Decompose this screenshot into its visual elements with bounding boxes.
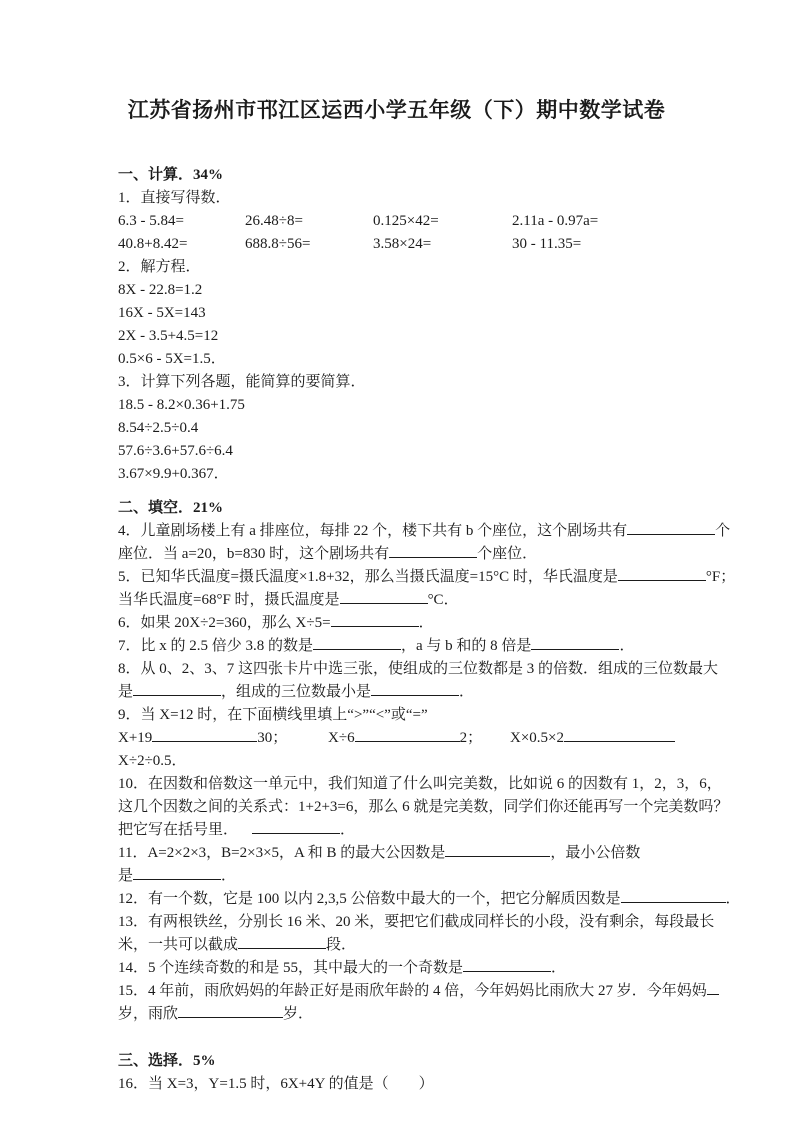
q10-line-2: 这几个因数之间的关系式：1+2+3=6，那么 6 就是完美数，同学们你还能再写一个完美数吗？ (118, 799, 729, 815)
q8-line-1: 8．从 0、2、3、7 这四张卡片中选三张，使组成的三位数都是 3 的倍数．组成的三位数最大 (118, 661, 719, 677)
q2-equation: 0.5×6 - 5X=1.5． (118, 351, 226, 367)
answer-blank (621, 899, 726, 903)
question-text: 4．儿童剧场楼上有 a 排座位，每排 22 个，楼下共有 b 个座位，这个剧场共有 (118, 523, 628, 539)
question-text: ． (340, 822, 356, 838)
question-text: ． (619, 638, 635, 654)
answer-blank (340, 600, 428, 604)
question-text: ． (418, 615, 434, 631)
q1-expression: 6.3 - 5.84= (118, 213, 184, 229)
answer-blank (178, 1014, 283, 1018)
answer-blank (445, 853, 550, 857)
q11-line-1 (118, 842, 675, 865)
q9-comparison-2 (328, 727, 510, 750)
q14-line (118, 957, 675, 980)
answer-blank (355, 738, 460, 742)
q10-line-1: 10．在因数和倍数这一单元中，我们知道了什么叫完美数，比如说 6 的因数有 1，2，3，6， (118, 776, 722, 792)
section-1-heading: 一、计算．34% (118, 167, 224, 183)
answer-blank (389, 554, 477, 558)
q3-expression: 8.54÷2.5÷0.4 (118, 420, 199, 436)
q9-line-3: X÷2÷0.5． (118, 753, 187, 769)
q4-line-1 (118, 520, 731, 543)
q1-row-1 (118, 210, 675, 233)
answer-blank (707, 991, 719, 995)
answer-blank (133, 692, 221, 696)
q1-expression: 688.8÷56= (245, 236, 311, 252)
question-text: 个座位． (477, 546, 538, 562)
q13-line-2 (118, 934, 675, 957)
question-text: 是 (118, 868, 134, 884)
question-text: 15．4 年前，雨欣妈妈的年龄正好是雨欣年龄的 4 倍，今年妈妈比雨欣大 27 岁．今年妈妈 (118, 983, 707, 999)
question-text: ． (459, 684, 475, 700)
question-text: 岁． (283, 1006, 314, 1022)
question-text: X×0.5×2 (510, 730, 565, 746)
q2-equation: 8X - 22.8=1.2 (118, 282, 203, 298)
q9-line-1: 9．当 X=12 时，在下面横线里填上“>”“<”或“=” (118, 707, 428, 723)
question-text: 14．5 个连续奇数的和是 55，其中最大的一个奇数是 (118, 960, 464, 976)
q2-label: 2．解方程． (118, 259, 201, 275)
q9-comparison-3 (510, 727, 675, 750)
question-text: 把它写在括号里． (118, 822, 239, 838)
q3-expression: 3.67×9.9+0.367． (118, 466, 229, 482)
q12-line (118, 888, 741, 911)
q11-line-2 (118, 865, 675, 888)
q1-row-2 (118, 233, 675, 256)
question-text: 12．有一个数，它是 100 以内 2,3,5 公倍数中最大的一个，把它分解质因数是 (118, 891, 621, 907)
question-text: °C． (427, 592, 459, 608)
q10-line-3 (118, 819, 675, 842)
q3-label: 3．计算下列各题，能简算的要简算． (118, 374, 366, 390)
question-text: 11．A=2×2×3，B=2×3×5，A 和 B 的最大公因数是 (118, 845, 446, 861)
question-text: 2； (459, 730, 483, 746)
q7-line (118, 635, 675, 658)
question-text: ． (221, 868, 237, 884)
question-text: 岁，雨欣 (118, 1006, 179, 1022)
question-text: 个 (715, 523, 731, 539)
q15-line-2 (118, 1003, 675, 1026)
question-text: ． (725, 891, 741, 907)
q1-expression: 2.11a - 0.97a= (512, 213, 599, 229)
question-text: ，组成的三位数最小是 (221, 684, 372, 700)
q6-line (118, 612, 675, 635)
question-text: 段． (326, 937, 357, 953)
q15-line-1 (118, 980, 707, 1003)
section-2-heading: 二、填空．21% (118, 500, 224, 516)
page-title: 江苏省扬州市邗江区运西小学五年级（下）期中数学试卷 (127, 98, 666, 122)
q1-expression: 3.58×24= (373, 236, 432, 252)
answer-blank (627, 531, 715, 535)
q16-line: 16．当 X=3，Y=1.5 时，6X+4Y 的值是（ ） (118, 1076, 434, 1092)
question-text: 米，一共可以截成 (118, 937, 239, 953)
q3-expression: 57.6÷3.6+57.6÷6.4 (118, 443, 233, 459)
q9-comparison-row (118, 727, 675, 750)
q5-line-1 (118, 566, 736, 589)
q1-expression: 0.125×42= (373, 213, 439, 229)
q1-label: 1．直接写得数． (118, 190, 231, 206)
section-3-heading: 三、选择．5% (118, 1053, 216, 1069)
question-text: 当华氏温度=68°F 时，摄氏温度是 (118, 592, 340, 608)
answer-blank (133, 876, 221, 880)
question-text: 6．如果 20X÷2=360，那么 X÷5= (118, 615, 331, 631)
question-text: ． (551, 960, 567, 976)
q1-expression: 26.48÷8= (245, 213, 303, 229)
question-text: ，最小公倍数 (550, 845, 641, 861)
q3-expression: 18.5 - 8.2×0.36+1.75 (118, 397, 245, 413)
q9-comparison-1 (118, 727, 328, 750)
answer-blank (313, 646, 401, 650)
question-text: 是 (118, 684, 134, 700)
q1-expression: 30 - 11.35= (512, 236, 582, 252)
q4-line-2 (118, 543, 675, 566)
q1-expression: 40.8+8.42= (118, 236, 188, 252)
q5-line-2 (118, 589, 675, 612)
question-text: X+19 (118, 730, 153, 746)
answer-blank (331, 623, 419, 627)
q2-equation: 2X - 3.5+4.5=12 (118, 328, 219, 344)
question-text: 5．已知华氏温度=摄氏温度×1.8+32，那么当摄氏温度=15°C 时，华氏温度是 (118, 569, 618, 585)
answer-blank (463, 968, 551, 972)
answer-blank (238, 945, 326, 949)
question-text: ，a 与 b 和的 8 倍是 (401, 638, 532, 654)
answer-blank (531, 646, 619, 650)
answer-blank (252, 830, 340, 834)
question-text: X÷6 (328, 730, 355, 746)
question-text: 座位．当 a=20，b=830 时，这个剧场共有 (118, 546, 390, 562)
q13-line-1: 13．有两根铁丝，分别长 16 米、20 米，要把它们截成同样长的小段，没有剩余，每段最长 (118, 914, 715, 930)
q2-equation: 16X - 5X=143 (118, 305, 206, 321)
answer-blank (152, 738, 257, 742)
answer-blank (371, 692, 459, 696)
question-text: °F； (705, 569, 736, 585)
answer-blank (564, 738, 675, 742)
question-text: 7．比 x 的 2.5 倍少 3.8 的数是 (118, 638, 314, 654)
question-text: 30； (257, 730, 288, 746)
answer-blank (618, 577, 706, 581)
q8-line-2 (118, 681, 675, 704)
